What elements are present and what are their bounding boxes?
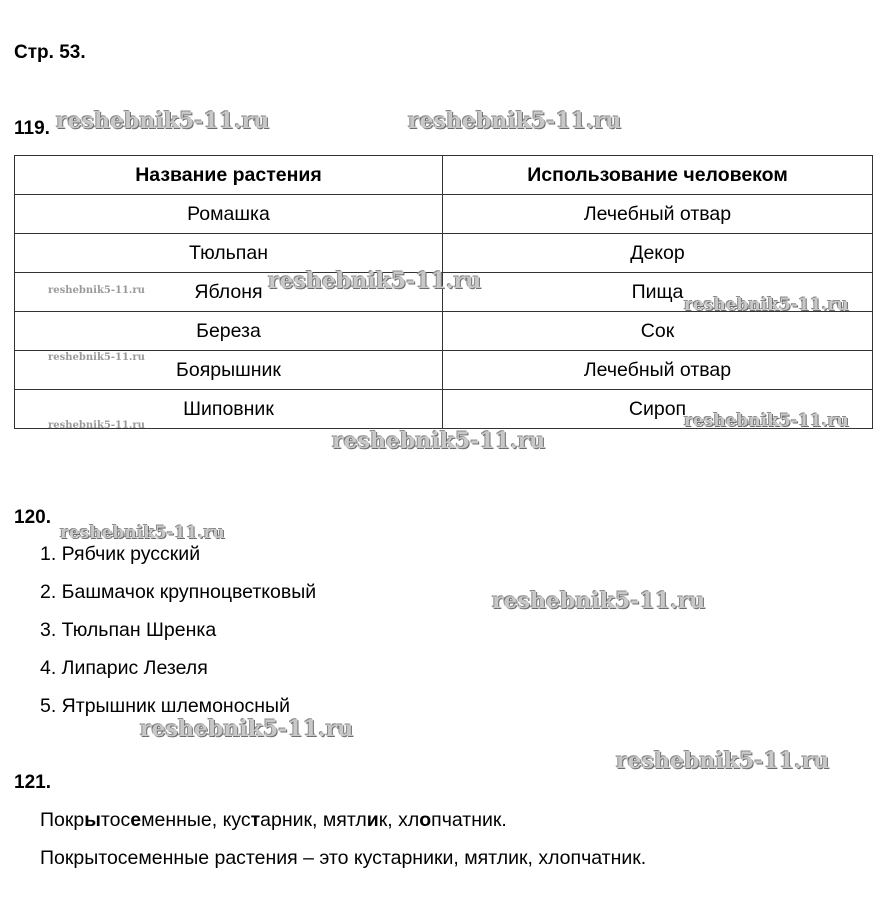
- watermark: reshebnik5-11.ru: [408, 108, 622, 134]
- list-item: 1. Рябчик русский: [40, 543, 201, 565]
- table-row: [15, 273, 873, 312]
- list-item: 2. Башмачок крупноцветковый: [40, 581, 317, 603]
- table-row: [15, 234, 873, 273]
- plant-cell: Ромашка: [15, 195, 443, 234]
- watermark: reshebnik5-11.ru: [332, 428, 546, 454]
- highlight-letter: т: [250, 809, 261, 831]
- text-part: тос: [100, 809, 131, 831]
- text-part: к, хл: [378, 809, 420, 831]
- task-number-120: 120.: [14, 507, 51, 528]
- list-item: 5. Ятрышник шлемоносный: [40, 695, 290, 717]
- endangered-plants-list: [40, 540, 316, 730]
- table-row: [15, 390, 873, 429]
- watermark: reshebnik5-11.ru: [684, 295, 849, 315]
- text-part: Покр: [40, 809, 85, 831]
- table-row: [15, 312, 873, 351]
- use-cell: Лечебный отвар: [443, 351, 873, 390]
- watermark: reshebnik5-11.ru: [492, 588, 706, 614]
- use-cell: Сироп: [443, 390, 873, 429]
- text-part: пчатник.: [431, 809, 507, 831]
- list-item: 4. Липарис Лезеля: [40, 657, 208, 679]
- plants-table: [14, 155, 873, 429]
- page-label: Стр. 53.: [14, 42, 86, 63]
- plant-cell: Яблоня: [15, 273, 443, 312]
- watermark: reshebnik5-11.ru: [616, 748, 830, 774]
- highlight-letter: о: [419, 809, 432, 831]
- text-part: арник, мятл: [260, 809, 367, 831]
- watermark: reshebnik5-11.ru: [60, 523, 225, 543]
- list-item: 3. Тюльпан Шренка: [40, 619, 217, 641]
- header-human-use: Использование человеком: [443, 156, 873, 195]
- table-row: [15, 351, 873, 390]
- watermark: reshebnik5-11.ru: [684, 411, 849, 431]
- use-cell: Пища: [443, 273, 873, 312]
- plant-cell: Береза: [15, 312, 443, 351]
- use-cell: Сок: [443, 312, 873, 351]
- watermark: reshebnik5-11.ru: [140, 716, 354, 742]
- plant-cell: Боярышник: [15, 351, 443, 390]
- plant-cell: Шиповник: [15, 390, 443, 429]
- task-number-119: 119.: [14, 118, 50, 139]
- table-header-row: [15, 156, 873, 195]
- highlight-letter: и: [366, 809, 379, 831]
- watermark: reshebnik5-11.ru: [48, 285, 145, 296]
- header-plant-name: Название растения: [15, 156, 443, 195]
- task-number-121: 121.: [14, 772, 51, 793]
- answer-line-2: Покрытосеменные растения – это кустарники, мятлик, хлопчатник.: [40, 847, 647, 869]
- table-row: [15, 195, 873, 234]
- use-cell: Лечебный отвар: [443, 195, 873, 234]
- highlight-letter: е: [130, 809, 142, 831]
- highlight-letter: ы: [84, 809, 101, 831]
- watermark: reshebnik5-11.ru: [56, 108, 270, 134]
- answer-line-1: [40, 809, 507, 832]
- use-cell: Декор: [443, 234, 873, 273]
- watermark: reshebnik5-11.ru: [48, 352, 145, 363]
- watermark: reshebnik5-11.ru: [268, 268, 482, 294]
- watermark: reshebnik5-11.ru: [48, 420, 145, 431]
- text-part: менные, кус: [141, 809, 251, 831]
- plant-cell: Тюльпан: [15, 234, 443, 273]
